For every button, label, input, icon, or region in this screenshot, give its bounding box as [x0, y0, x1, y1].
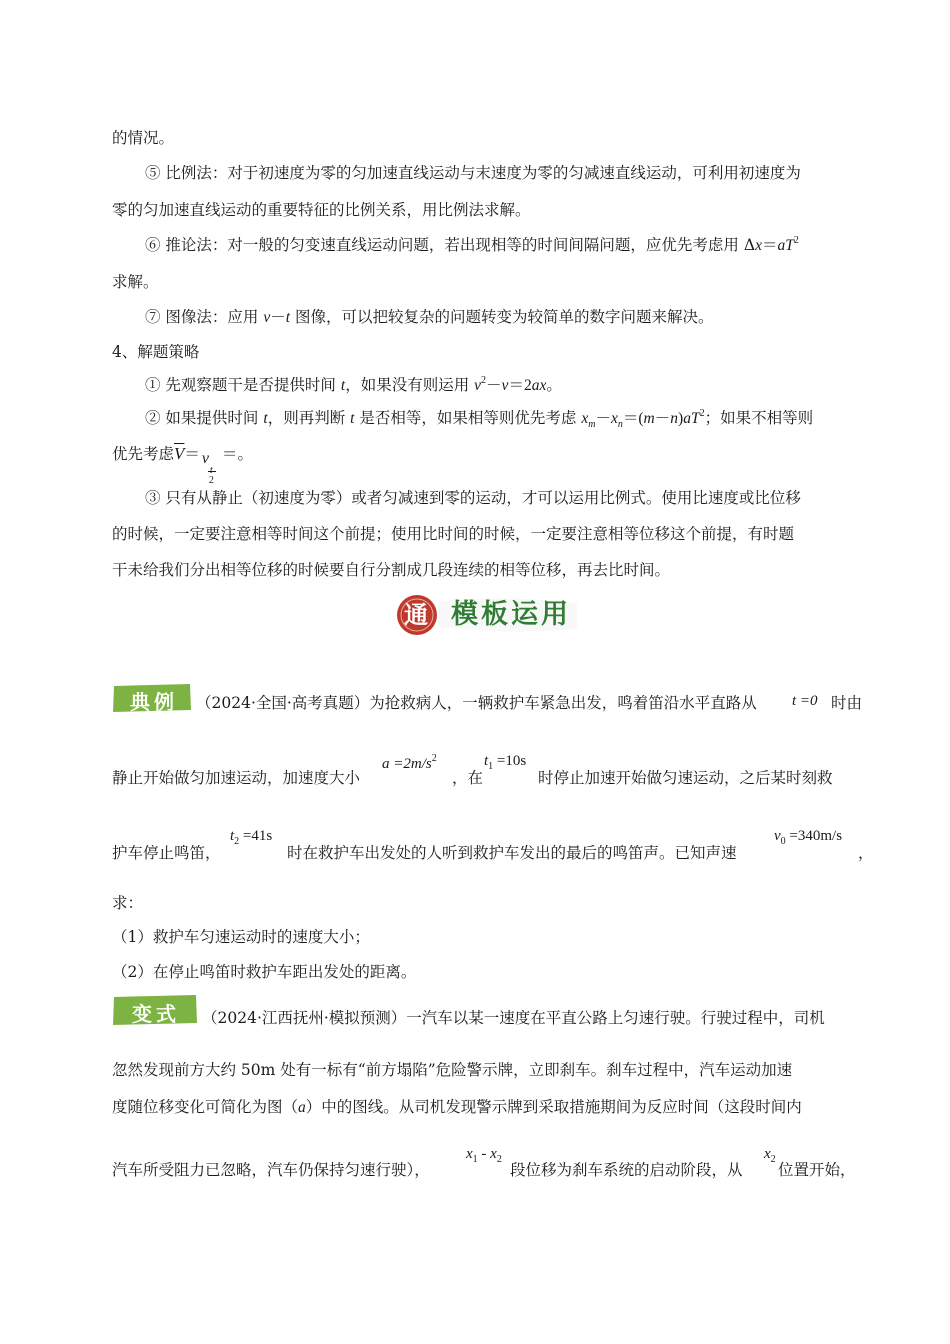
text-line: 干未给我们分出相等位移的时候要自行分割成几段连续的相等位移，再去比时间。 — [112, 561, 671, 579]
text-line: （2024·全国·高考真题）为抢救病人，一辆救护车紧急出发，鸣着笛沿水平直路从 — [196, 694, 757, 712]
banner-badge-label: 通 — [404, 601, 428, 629]
variant-tag — [112, 994, 198, 1026]
text-line: （2024·江西抚州·模拟预测）一汽车以某一速度在平直公路上匀速行驶。行驶过程中，司机 — [202, 1009, 825, 1027]
question-2: （2）在停止鸣笛时救护车距出发处的距离。 — [112, 963, 417, 981]
text-line: 零的匀加速直线运动的重要特征的比例关系，用比例法求解。 — [112, 201, 531, 219]
text-line: 求解。 — [112, 273, 159, 291]
example-tag — [112, 683, 192, 713]
text-line: 段位移为刹车系统的启动阶段，从 — [510, 1161, 743, 1179]
math-t2: $t_2 =41s$ — [230, 828, 273, 847]
text-line: 静止开始做匀加速运动，加速度大小 — [112, 769, 361, 787]
question-1: （1）救护车匀速运动时的速度大小； — [112, 928, 370, 946]
text-line: 时停止加速开始做匀速运动，之后某时刻救 — [538, 769, 833, 787]
text-line: ， — [858, 844, 874, 862]
math-acceleration: $a =2m/s^2$ — [382, 753, 437, 772]
text-line: ③ 只有从静止（初速度为零）或者匀减速到零的运动，才可以运用比例式。使用比速度或比位移 — [145, 489, 801, 507]
text-line: ⑥ 推论法：对一般的匀变速直线运动问题，若出现相等的时间间隔问题，应优先考虑用 $\Delta x=aT^2$ — [145, 235, 799, 254]
math-v0: $v_0 =340m/s$ — [774, 828, 843, 847]
text-line: 汽车所受阻力已忽略，汽车仍保持匀速行驶）， — [112, 1161, 430, 1179]
text-line: 位置开始， — [778, 1161, 856, 1179]
variant-tag-label: 变式 — [132, 1002, 180, 1026]
text-line: 的情况。 — [112, 129, 175, 147]
section-heading: 4、解题策略 — [112, 343, 200, 361]
math-x2: $x_2$ — [764, 1146, 776, 1165]
math-t0: t =0 — [792, 693, 818, 709]
math-t1: $t_1 =10s$ — [484, 753, 527, 772]
text-line: ② 如果提供时间 t，则再判断 t 是否相等，如果相等则优先考虑 $x_m-x_n=(m-n)aT^2$；如果不相等则 — [145, 408, 814, 430]
text-line: ⑤ 比例法：对于初速度为零的匀加速直线运动与末速度为零的匀减速直线运动，可利用初速度为 — [145, 164, 801, 182]
example-tag-label: 典例 — [130, 690, 178, 714]
banner-title: 模板运用 — [451, 599, 571, 630]
text-line: 优先考虑$\overline{V}=$ v t 2 ＝。 — [112, 444, 253, 486]
text-line: 的时候，一定要注意相等时间这个前提；使用比时间的时候，一定要注意相等位移这个前提，有时题 — [112, 525, 795, 543]
text-line: 时由 — [831, 694, 863, 712]
text-line: ① 先观察题干是否提供时间 t，如果没有则运用 $v^2-v=2ax$。 — [145, 375, 562, 394]
text-line: 求： — [112, 894, 144, 912]
text-line: 时在救护车出发处的人听到救护车发出的最后的鸣笛声。已知声速 — [287, 844, 737, 862]
text-line: ，在 — [452, 769, 484, 787]
text-line: ⑦ 图像法：应用 v－t 图像，可以把较复杂的问题转变为较简单的数字问题来解决。 — [145, 308, 714, 326]
section-banner — [395, 593, 579, 637]
text-line: 度随位移变化可简化为图（a）中的图线。从司机发现警示牌到采取措施期间为反应时间（这段时间内 — [112, 1098, 802, 1116]
math-x1-x2: $x_1 - x_2$ — [466, 1146, 502, 1165]
text-line: 护车停止鸣笛， — [112, 844, 221, 862]
text-line: 忽然发现前方大约 50m 处有一标有“前方塌陷”危险警示牌，立即刹车。刹车过程中，汽车运动加速 — [112, 1061, 793, 1079]
